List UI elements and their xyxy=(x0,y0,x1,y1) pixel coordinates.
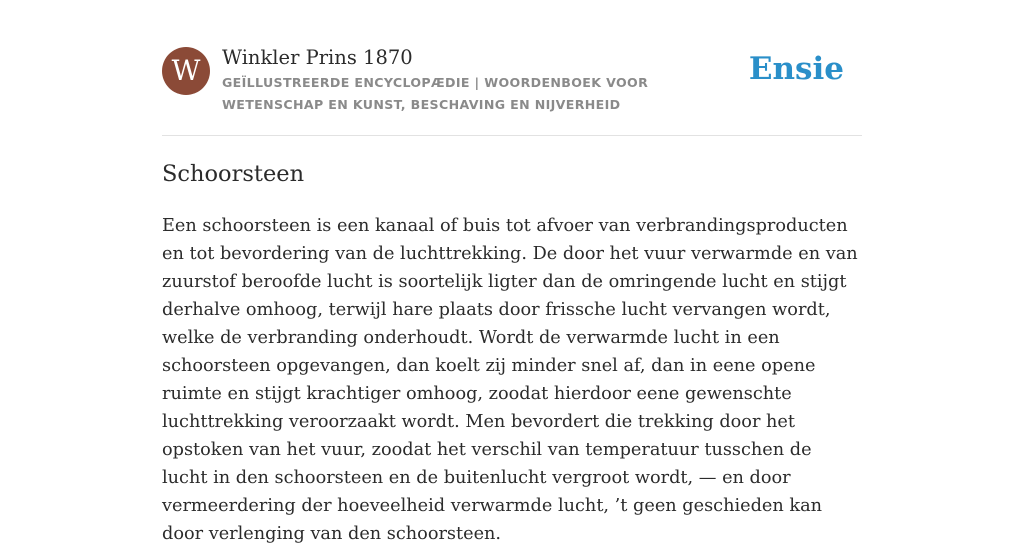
book-header xyxy=(162,45,862,117)
entry-title: Schoorsteen xyxy=(162,161,305,187)
header-divider xyxy=(162,135,862,136)
book-title[interactable]: Winkler Prins 1870 xyxy=(222,46,413,69)
ensie-logo-link[interactable]: Ensie xyxy=(748,51,844,87)
book-avatar[interactable]: W xyxy=(162,47,210,95)
entry-body: Een schoorsteen is een kanaal of buis tot afvoer van verbrandingsproducten en tot bevordering van de luchttrekking. De door het vuur verwarmde en van zuurstof beroofde lucht is soortelijk ligter dan de omringende lucht en stijgt derhalve omhoog, terwijl hare plaats door frissche lucht vervangen wordt, welke de verbranding onderhoudt. Wordt de verwarmde lucht in een schoorsteen opgevangen, dan koelt zij minder snel af, dan in eene opene ruimte en stijgt krachtiger omhoog, zoodat hierdoor eene gewenschte luchttrekking veroorzaakt wordt. Men bevordert die trekking door het opstoken van het vuur, zoodat het verschil van temperatuur tusschen de lucht in den schoorsteen en de buitenlucht vergroot wordt, — en door vermeerdering der hoeveelheid verwarmde lucht, ’t geen geschieden kan door verlenging van den schoorsteen. xyxy=(162,216,858,544)
book-subtitle: GEÏLLUSTREERDE ENCYCLOPÆDIE | WOORDENBOEK VOOR WETENSCHAP EN KUNST, BESCHAVING EN NIJVERHEID xyxy=(222,75,649,112)
